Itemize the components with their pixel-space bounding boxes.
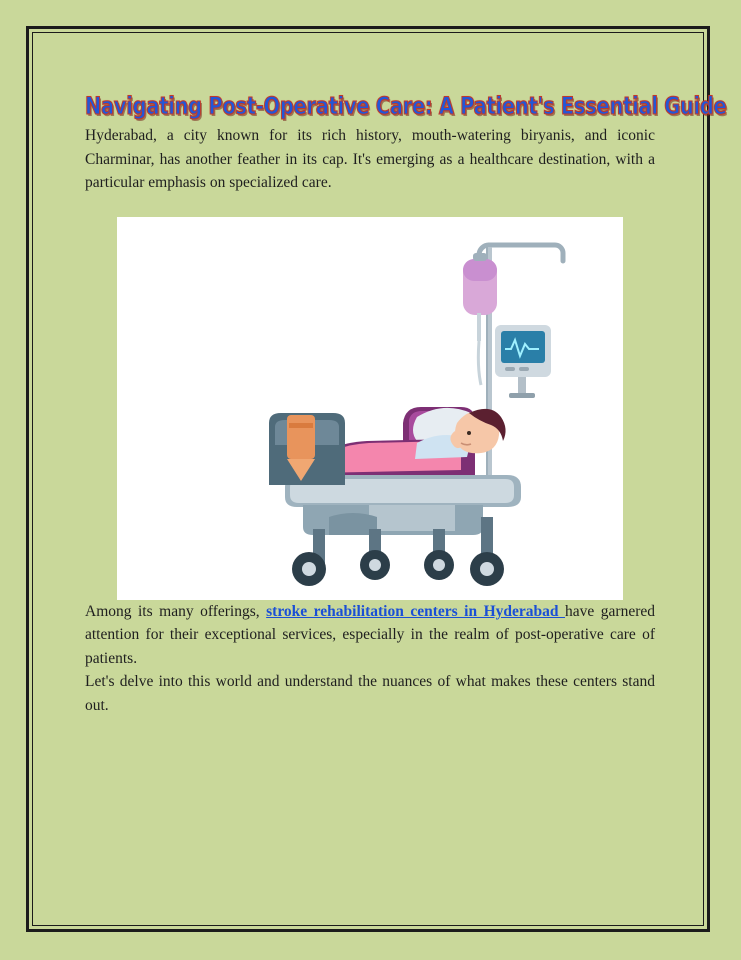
page-title-container — [85, 80, 727, 124]
after-image-tail-text: have garnered attention for their exceptional services, especially in the realm of post-operative care of patients. — [85, 602, 655, 667]
document-content — [85, 80, 727, 717]
after-image-paragraph — [85, 600, 655, 671]
hospital-bed-patient-illustration — [117, 217, 623, 600]
after-image-lead-text: Among its many offerings, — [85, 602, 267, 620]
page-title: Navigating Post-Operative Care: A Patient's Essential Guide — [85, 92, 727, 121]
intro-paragraph: Hyderabad, a city known for its rich history, mouth-watering biryanis, and iconic Charminar, has another feather in its cap. It's emerging as a healthcare destination, with a particular emphasis on specialized care. — [85, 127, 655, 192]
closing-paragraph: Let's delve into this world and understand the nuances of what makes these centers stand out. — [85, 673, 655, 714]
stroke-rehabilitation-link[interactable]: stroke rehabilitation centers in Hyderabad — [266, 602, 566, 620]
